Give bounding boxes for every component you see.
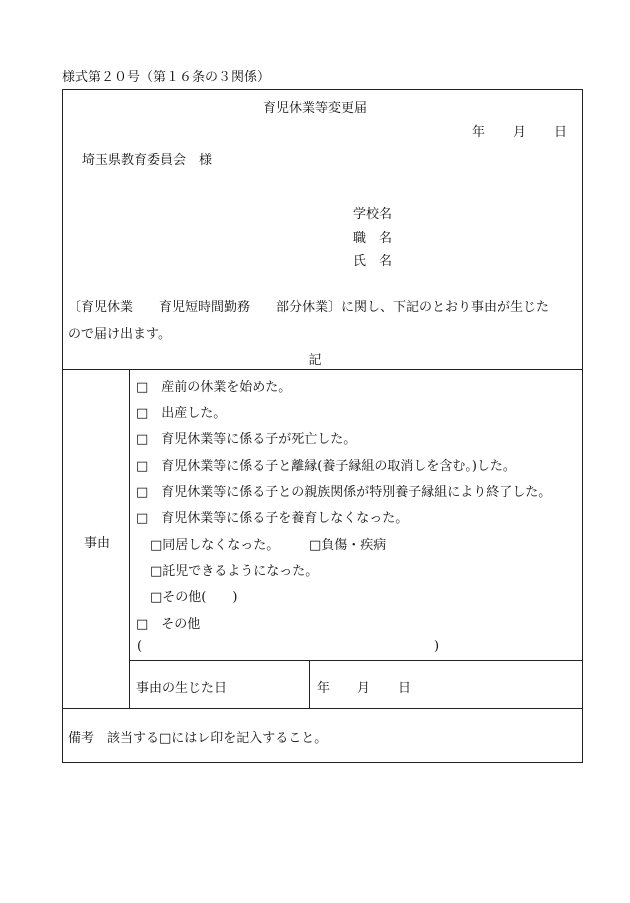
intro-text-line2: ので届け出ます。 [68, 327, 171, 342]
name-label: 氏 名 [353, 254, 393, 269]
header-day-label: 日 [554, 125, 568, 140]
form-title: 育児休業等変更届 [262, 101, 367, 116]
sub-item-other[interactable]: □その他( ) [150, 590, 238, 605]
form-border-bottom [62, 762, 583, 763]
reason-item-child-death[interactable]: □ 育児休業等に係る子が死亡した。 [136, 432, 357, 447]
divider-date-row [129, 660, 583, 661]
ki-heading: 記 [308, 353, 322, 368]
reason-item-no-longer-raising[interactable]: □ 育児休業等に係る子を養育しなくなった。 [136, 511, 409, 526]
form-border-left [62, 89, 63, 763]
reason-item-childbirth[interactable]: □ 出産した。 [136, 406, 227, 421]
other-paren-close: ) [434, 639, 440, 654]
reason-item-special-adoption[interactable]: □ 育児休業等に係る子との親族関係が特別養子縁組により終了した。 [136, 485, 552, 500]
form-number: 様式第２０号（第１６条の３関係） [62, 70, 271, 85]
sub-item-injury-illness[interactable]: □負傷・疾病 [309, 538, 387, 553]
reason-header: 事由 [84, 536, 111, 551]
form-border-top [62, 89, 583, 90]
reason-item-prenatal-leave[interactable]: □ 産前の休業を始めた。 [136, 380, 292, 395]
divider-remarks [62, 708, 583, 709]
divider-ki [62, 369, 583, 370]
reason-item-other[interactable]: □ その他 [136, 617, 201, 632]
other-detail-field[interactable] [146, 637, 432, 657]
sub-item-no-cohabitation[interactable]: □同居しなくなった。 [150, 538, 280, 553]
occurrence-year-label: 年 [317, 681, 331, 696]
header-month-label: 月 [513, 125, 527, 140]
occurrence-day-label: 日 [398, 681, 412, 696]
form-border-right [582, 89, 583, 763]
sub-item-daycare[interactable]: □託児できるようになった。 [150, 564, 319, 579]
occurrence-month-label: 月 [357, 681, 371, 696]
school-name-label: 学校名 [353, 207, 393, 222]
reason-item-dissolution[interactable]: □ 育児休業等に係る子と離縁(養子縁組の取消しを含む。)した。 [136, 459, 516, 474]
header-year-label: 年 [472, 125, 486, 140]
position-label: 職 名 [353, 231, 393, 246]
divider-reason-col [129, 369, 130, 709]
occurrence-date-label: 事由の生じた日 [136, 681, 228, 696]
addressee: 埼玉県教育委員会 様 [82, 153, 213, 168]
intro-text-line1: 〔育児休業 育児短時間勤務 部分休業〕に関し、下記のとおり事由が生じた [68, 300, 550, 315]
divider-date-col [309, 660, 310, 709]
other-paren-open: ( [137, 639, 143, 654]
remarks: 備考 該当する□にはレ印を記入すること。 [68, 731, 328, 746]
